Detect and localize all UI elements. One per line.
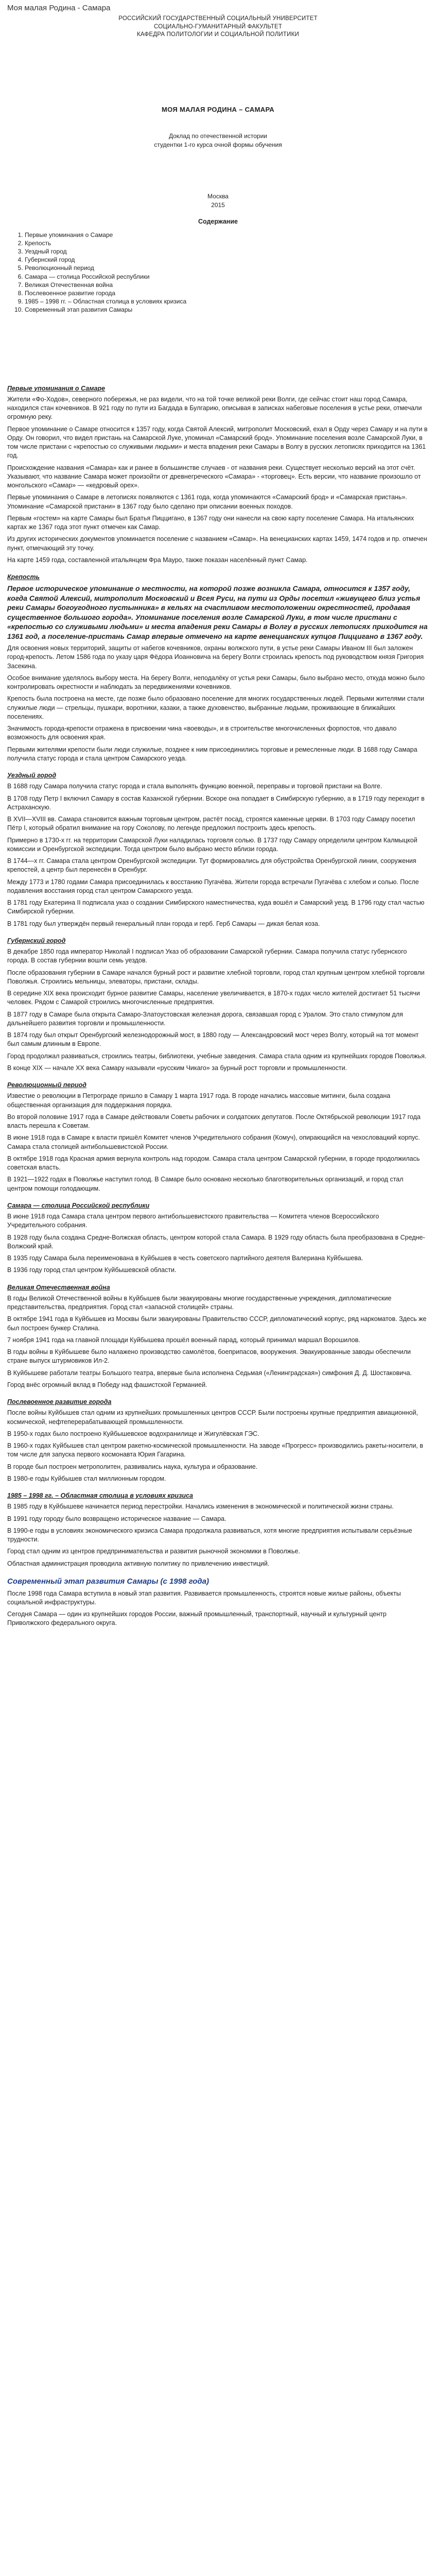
paragraph: Первым «гостем» на карте Самары был Братья Пиццигано, в 1367 году они нанесли на свою карту поселение Самара. На итальянских картах же 1367 года этот пункт отмечен как Самар. [7,514,414,531]
paragraph: В городе был построен метрополитен, развивались наука, культура и образование. [7,1463,258,1470]
section-heading: Великая Отечественная война [7,1283,110,1291]
section-heading: 1985 – 1998 гг. – Областная столица в условиях кризиса [7,1492,193,1500]
paragraph: В 1991 году городу было возвращено историческое название — Самара. [7,1515,226,1522]
year: 2015 [211,201,225,209]
paragraph: Известие о революции в Петрограде пришло в Самару 1 марта 1917 года. В городе начались массовые митинги, была создана общественная организация для поддержания порядка. [7,1092,391,1109]
paragraph: Между 1773 и 1780 годами Самара присоединилась к восстанию Пугачёва. Жители города встречали Пугачёва с хлебом и солью. После подавления восстания город стал центром Самарского уезда. [7,878,419,894]
paragraph: В годы Великой Отечественной войны в Куйбышев были эвакуированы многие государственные учреждения, дипломатические представительства, предприятия. Город стал «запасной столицей» страны. [7,1294,392,1311]
paragraph: Крепость была построена на месте, где позже было образовано поселение для многих государственных людей. Первыми жителями стали служилые люди — стрельцы, пушкари, воротники, казаки, а также духовенство, выбранные людьми, проживающие в ближайших поселениях. [7,695,425,720]
paragraph: В 1960-х годах Куйбышев стал центром ракетно-космической промышленности. На заводе «Прогресс» производились ракеты-носители, в том числе для запуска первого космонавта Юрия Гагарина. [7,1442,424,1459]
section-heading: Первые упоминания о Самаре [7,384,106,392]
section-heading: Крепость [7,573,40,581]
paragraph: Во второй половине 1917 года в Самаре действовали Советы рабочих и солдатских депутатов. После Октябрьской революции 1917 года власть перешла к Советам. [7,1113,421,1130]
university-name: РОССИЙСКИЙ ГОСУДАРСТВЕННЫЙ СОЦИАЛЬНЫЙ УНИВЕРСИТЕТ [118,15,318,22]
paragraph: В 1950-х годах было построено Куйбышевское водохранилище и Жигулёвская ГЭС. [7,1430,259,1437]
toc-heading: Содержание [198,218,238,226]
toc-item: 3. Уездный город [25,247,429,256]
toc-item: 5. Революционный период [25,264,429,272]
section-lead: Первое историческое упоминание о местности, на которой позже возникла Самара, относится к 1357 году, когда Святой Алексий, митрополит Московский и Всея Руси, на пути из Орды посетил «живущего близ устья реки Самары богоугодного пустынника» в кельях на счастливом местоположении окрестностей, продавая существенное большого города». Упоминание поселения возле Самарской Луки, в том числе пристани с «крепостью со служивыми людьми» и места впадения реки Самары в Волгу в русских летописях приходится на 1361 год, а поселение-пристань Самар впервые отмечено на карте венецианских купцов Пиццигано в 1367 году. [7,584,428,640]
paragraph: После войны Куйбышев стал одним из крупнейших промышленных центров СССР. Были построены крупные предприятия авиационной, космической, нефтеперерабатывающей промышленности. [7,1409,418,1426]
section-heading: Революционный период [7,1081,87,1089]
paragraph: Областная администрация проводила активную политику по привлечению инвестиций. [7,1560,270,1567]
paragraph: Первые упоминания о Самаре в летописях появляются с 1361 года, когда упоминаются «Самарский брод» и «Самарская пристань». Упоминание «Самарской пристани» в 1367 году было сделано при описании военных походов. [7,494,407,510]
paragraph: Город внёс огромный вклад в Победу над фашистской Германией. [7,1381,207,1388]
document-title: МОЯ МАЛАЯ РОДИНА – САМАРА [162,106,274,114]
paragraph: В 1781 году Екатерина II подписала указ о создании Симбирского наместничества, куда вошёл и Самарский уезд. В 1796 году стал частью Симбирской губернии. [7,899,425,916]
toc-item: 2. Крепость [25,239,429,247]
section-heading: Самара — столица Российской республики [7,1201,150,1209]
faculty-name: СОЦИАЛЬНО-ГУМАНИТАРНЫЙ ФАКУЛЬТЕТ [153,23,283,30]
paragraph: В 1877 году в Самаре была открыта Самаро-Златоустовская железная дорога, связавшая город с Уралом. Это стало стимулом для дальнейшего развития торговли и промышленности. [7,1010,403,1027]
paragraph: В 1980-е годы Куйбышев стал миллионным городом. [7,1475,166,1482]
paragraph: Происхождение названия «Самара» как и ранее в большинстве случаев - от названия реки. Существует несколько версий на этот счёт. Указывают, что название Самара может произойти от древнегреческого «Самара» - «торговец». Есть версии, что название произошло от монгольского «Самар» — «кедровый орех». [7,464,421,489]
paragraph: Город стал одним из центров предпринимательства и развития рыночной экономики в Поволжье. [7,1548,300,1555]
paragraph: В 1935 году Самара была переименована в Куйбышев в честь советского партийного деятеля Валериана Куйбышева. [7,1255,363,1262]
city-year [7,192,429,209]
paragraph: После образования губернии в Самаре начался бурный рост и развитие хлебной торговли, город стал крупным центром хлебной торговли Поволжья. Строились мельницы, элеваторы, пристани, склады. [7,969,425,985]
paragraph: В 1781 году был утверждён первый генеральный план города и герб. Герб Самары — дикая белая коза. [7,920,320,927]
toc-item: 8. Послевоенное развитие города [25,289,429,297]
paragraph: Для освоения новых территорий, защиты от набегов кочевников, охраны волжского пути, в устье реки Самары Иваном III был заложен город-крепость. Летом 1586 года по указу царя Фёдора Иоанновича на берегу Волги строилась крепость под руководством князя Григория Засекина. [7,645,424,670]
section-heading: Послевоенное развитие города [7,1398,112,1406]
paragraph: В 1928 году была создана Средне-Волжская область, центром которой стала Самара. В 1929 году область была преобразована в Средне-Волжский край. [7,1233,425,1250]
paragraph: Город продолжал развиваться, строились театры, библиотеки, учебные заведения. Самара стала одним из крупнейших городов Поволжья. [7,1052,427,1060]
paragraph: В годы войны в Куйбышеве было налажено производство самолётов, боеприпасов, вооружения. Эвакуированные заводы обеспечили стране выпуск штурмовиков Ил-2. [7,1348,411,1365]
department-name: КАФЕДРА ПОЛИТОЛОГИИ И СОЦИАЛЬНОЙ ПОЛИТИКИ [137,31,299,38]
paragraph: Сегодня Самара — один из крупнейших городов России, важный промышленный, транспортный, научный и культурный центр Приволжского федерального округа. [7,1611,387,1627]
paragraph: В 1708 году Петр I включил Самару в состав Казанской губернии. Вскоре она попадает в Симбирскую губернию, а в 1719 году переходит в Астраханскую. [7,794,425,811]
table-of-contents [7,231,429,314]
toc-item: 4. Губернский город [25,256,429,264]
toc-item: 10. Современный этап развития Самары [25,306,429,314]
paragraph: После 1998 года Самара вступила в новый этап развития. Развивается промышленность, строятся новые жилые районы, объекты социальной инфраструктуры. [7,1589,401,1606]
paragraph: В 1936 году город стал центром Куйбышевской области. [7,1266,177,1274]
paragraph: В 1921—1922 годах в Поволжье наступил голод. В Самаре было основано несколько благотворительных организаций, и город стал центром помощи голодающим. [7,1176,404,1192]
paragraph: В Куйбышеве работали театры Большого театра, впервые была исполнена Седьмая («Ленинградская») симфония Д. Д. Шостаковича. [7,1369,412,1377]
paragraph: В октябре 1941 года в Куйбышев из Москвы были эвакуированы Правительство СССР, дипломатический корпус, ряд наркоматов. Здесь же был построен бункер Сталина. [7,1315,427,1332]
paragraph: В 1874 году был открыт Оренбургский железнодорожный мост, в 1880 году — Александровский мост через Волгу, который на тот момент был самым длинным в Европе. [7,1031,419,1048]
toc-item: 6. Самара — столица Российской республики [25,273,429,281]
paragraph: Примерно в 1730-х гг. на территории Самарской Луки наладилась торговля солью. В 1737 году Самару определили центром Калмыцкой комиссии и Оренбургской экспедиции. Тогда центром было выбрано место вблизи города. [7,836,417,853]
section-heading: Современный этап развития Самары (с 1998 года) [7,1577,209,1586]
paragraph: В июне 1918 года в Самаре к власти пришёл Комитет членов Учредительного собрания (Комуч), опирающийся на чехословацкий корпус. Самара стала столицей антибольшевистской России. [7,1134,420,1150]
paragraph: В середине XIX века происходит бурное развитие Самары, население увеличивается, в 1870-х годах число жителей достигает 51 тысячи человек. Рядом с Самарой строились многочисленные предприятия. [7,990,420,1006]
paragraph: В 1688 году Самара получила статус города и стала выполнять функцию военной, переправы и торговой пристани на Волге. [7,783,382,790]
title-block [7,15,429,40]
city: Москва [207,193,229,200]
paragraph: Особое внимание уделялось выбору места. На берегу Волги, неподалёку от устья реки Самары, было выбрано место, откуда можно было контролировать окрестности и наблюдать за передвижениями кочевников. [7,674,425,691]
paragraph: В июне 1918 года Самара стала центром первого антибольшевистского правительства — Комитета членов Всероссийского Учредительного собрания. [7,1213,379,1229]
toc-item: 9. 1985 – 1998 гг. – Областная столица в условиях кризиса [25,297,429,306]
report-caption-line: Доклад по отечественной истории [168,132,267,140]
paragraph: В октябре 1918 года Красная армия вернула контроль над городом. Самара стала центром Самарской губернии, в городе продолжилась советская власть. [7,1155,420,1172]
paragraph: В XVII—XVIII вв. Самара становится важным торговым центром, растёт посад, строятся каменные церкви. В 1703 году Самару посетил Пётр I, который обратил внимание на гору Соколову, по легенде предложил построить здесь крепость. [7,816,415,832]
toc-item: 7. Великая Отечественная война [25,281,429,289]
section-heading: Уездный город [7,772,57,779]
paragraph: В 1744—х гг. Самара стала центром Оренбургской экспедиции. Тут формировались для обустройства Оренбургской линии, сооружения крепостей, а центр был перенесён в Оренбург. [7,857,416,874]
paragraph: Первое упоминание о Самаре относится к 1357 году, когда Святой Алексий, митрополит Московский, ехал в Орду через Самару и на пути в Орду. Он говорил, что видел пристань на Самарской Луке, упоминал «Самарский брод». Упоминание поселения возле Самарской Луки, в том числе пристани с «крепостью со служивыми людьми» и места впадения реки Самары в Волгу в русских летописях приходится на 1361 год. [7,425,428,460]
paragraph: В 1990-е годы в условиях экономического кризиса Самара продолжала развиваться, хотя многие предприятия испытывали серьёзные трудности. [7,1527,412,1544]
section-heading: Губернский город [7,937,66,944]
paragraph: Первыми жителями крепости были люди служилые, позднее к ним присоединились торговые и ремесленные люди. В 1688 году Самара получила статус города и стала центром Самарского уезда. [7,745,417,762]
paragraph: Жители «Фо-Ходов», северного побережья, не раз видели, что на той точке великой реки Волги, где сейчас стоит наш город Самара, находился стан кочевников. В 921 году по пути из Багдада в Булгарию, описывая в записках набеговые поселения в устье реки, отмечали огромную реку. [7,395,422,421]
report-caption-line: студентки 1-го курса очной формы обучения [154,141,282,148]
paragraph: Значимость города-крепости отражена в присвоении чина «воеводы», и в строительстве многочисленных форпостов, что давало возможность для освоения края. [7,725,397,741]
paragraph: 7 ноября 1941 года на главной площади Куйбышева прошёл военный парад, который принимал маршал Ворошилов. [7,1336,360,1344]
paragraph: В 1985 году в Куйбышеве начинается период перестройки. Начались изменения в экономической и политической жизни страны. [7,1503,394,1511]
paragraph: Из других исторических документов упоминается поселение с названием «Самар». На венецианских картах 1459, 1474 годов и пр. отмечен пункт, отмечающий эту точку. [7,535,427,552]
report-caption [7,132,429,149]
document-body [7,384,429,1628]
site-title: Моя малая Родина - Самара [7,4,111,12]
paragraph: В конце XIX — начале XX века Самару называли «русским Чикаго» за бурный рост торговли и промышленности. [7,1064,347,1072]
toc-item: 1. Первые упоминания о Самаре [25,231,429,239]
paragraph: В декабре 1850 года император Николай I подписал Указ об образовании Самарской губернии. Самара получила статус губернского города. В состав губернии вошли семь уездов. [7,948,407,964]
paragraph: На карте 1459 года, составленной итальянцем Фра Мауро, также показан населённый пункт Самар. [7,556,308,564]
